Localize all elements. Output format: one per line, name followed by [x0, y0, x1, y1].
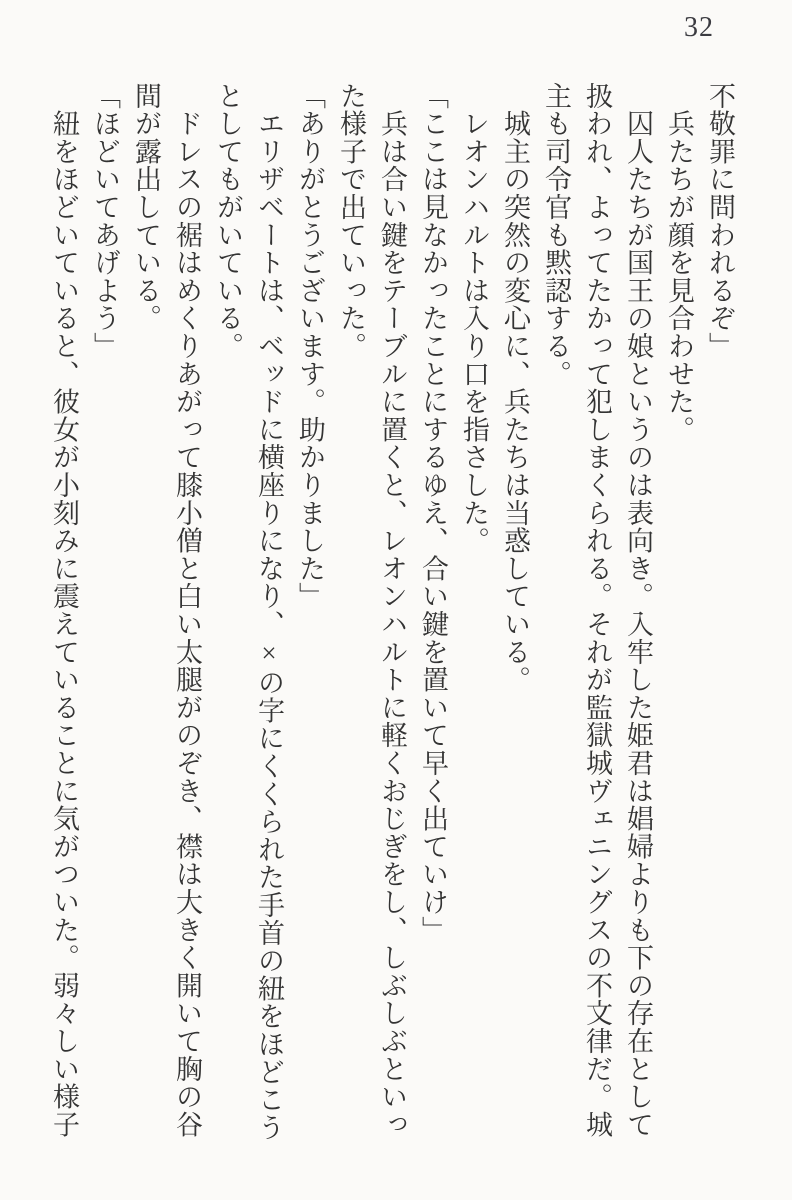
- text-line: 主も司令官も黙認する。: [541, 82, 571, 388]
- text-line: た様子で出ていった。: [336, 82, 366, 360]
- text-line: 「ありがとうございます。助かりました」: [295, 82, 325, 611]
- text-line: 「ここは見なかったことにするゆえ、合い鍵を置いて早く出ていけ」: [418, 82, 448, 944]
- text-line: ドレスの裾はめくりあがって膝小僧と白い太腿がのぞき、襟は大きく開いて胸の谷: [172, 82, 202, 1139]
- page-number: 32: [684, 12, 714, 43]
- text-line: 兵は合い鍵をテーブルに置くと、レオンハルトに軽くおじぎをし、しぶしぶといっ: [377, 82, 407, 1139]
- text-line: 間が露出している。: [131, 82, 161, 333]
- text-line: 兵たちが顔を見合わせた。: [664, 82, 694, 444]
- text-line: 城主の突然の変心に、兵たちは当惑している。: [500, 82, 530, 694]
- text-line: 紐をほどいていると、彼女が小刻みに震えていることに気がついた。弱々しい様子: [49, 82, 79, 1139]
- text-line: としてもがいている。: [213, 82, 243, 360]
- body-text: [43, 82, 740, 1146]
- text-line: エリザベートは、ベッドに横座りになり、×の字にくくられた手首の紐をほどこう: [254, 82, 284, 1142]
- text-line: 「ほどいてあげよう」: [90, 82, 120, 360]
- text-line: レオンハルトは入り口を指さした。: [459, 82, 489, 555]
- text-line: 扱われ、よってたかって犯しまくられる。それが監獄城ヴェニングスの不文律だ。城: [582, 82, 612, 1139]
- text-line: 囚人たちが国王の娘というのは表向き。入牢した姫君は娼婦よりも下の存在として: [623, 82, 653, 1139]
- text-line: 不敬罪に問われるぞ」: [705, 82, 735, 360]
